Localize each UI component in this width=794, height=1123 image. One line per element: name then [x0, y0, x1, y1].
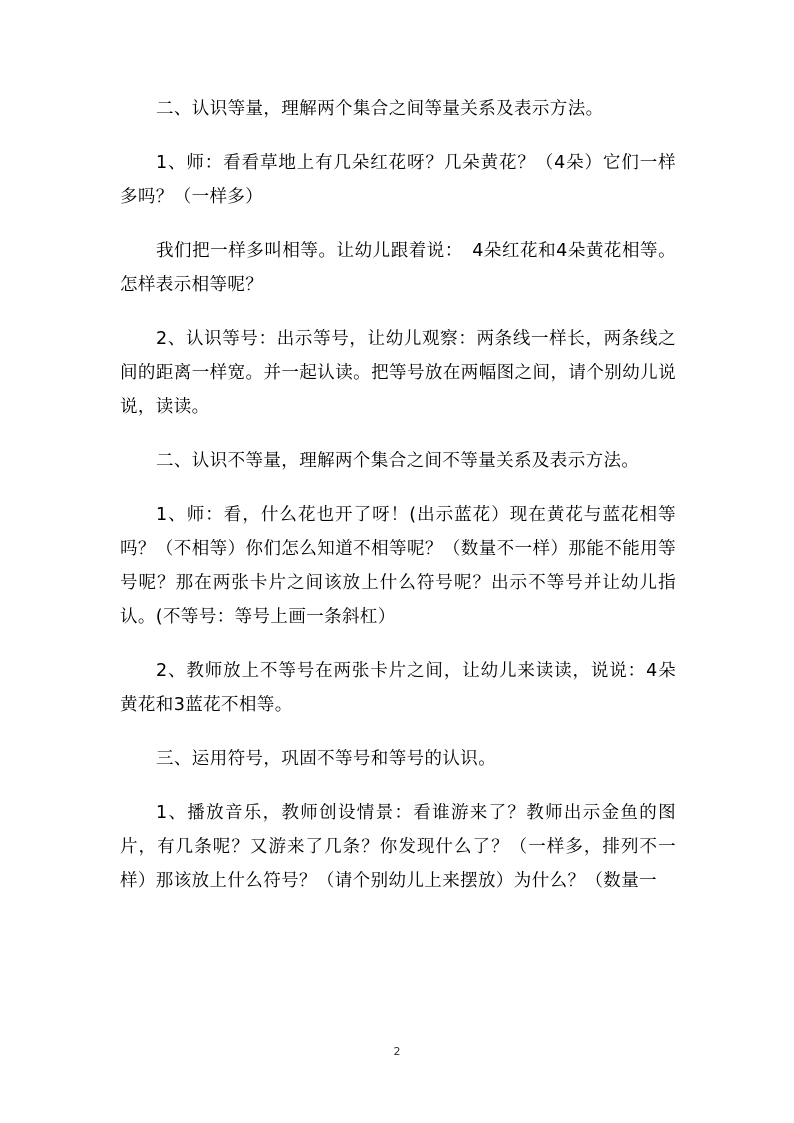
paragraph-unequal-sign: 2、教师放上不等号在两张卡片之间，让幼儿来读读，说说：4朵黄花和3蓝花不相等。: [120, 661, 676, 715]
paragraph-equal-explanation: 我们把一样多叫相等。让幼儿跟着说： 4朵红花和4朵黄花相等。怎样表示相等呢？: [120, 241, 676, 295]
document-body: [120, 92, 676, 918]
paragraph-unequal-heading: 二、认识不等量，理解两个集合之间不等量关系及表示方法。: [156, 451, 640, 471]
paragraph-blue-flowers: 1、师：看，什么花也开了呀！(出示蓝花）现在黄花与蓝花相等吗？（不相等）你们怎么知道不相等呢？（数量不一样）那能不能用等号呢？那在两张卡片之间该放上什么符号呢？出示不等号并让幼儿指认。(不等号：等号上画一条斜杠）: [120, 505, 676, 627]
paragraph-goldfish-activity: 1、播放音乐，教师创设情景：看谁游来了？教师出示金鱼的图片，有几条呢？又游来了几条？你发现什么了？（一样多，排列不一样）那该放上什么符号？（请个别幼儿上来摆放）为什么？（数量一: [120, 803, 676, 891]
paragraph-teacher-question: 1、师：看看草地上有几朵红花呀？几朵黄花？（4朵）它们一样多吗？（一样多）: [120, 153, 676, 207]
paragraph-section-3-heading: 三、运用符号，巩固不等号和等号的认识。: [156, 749, 497, 769]
page-number: 2: [393, 1045, 401, 1058]
paragraph-equal-sign: 2、认识等号：出示等号，让幼儿观察：两条线一样长，两条线之间的距离一样宽。并一起认读。把等号放在两幅图之间，请个别幼儿说说，读读。: [120, 329, 676, 417]
paragraph-section-2-heading: 二、认识等量，理解两个集合之间等量关系及表示方法。: [156, 99, 604, 119]
